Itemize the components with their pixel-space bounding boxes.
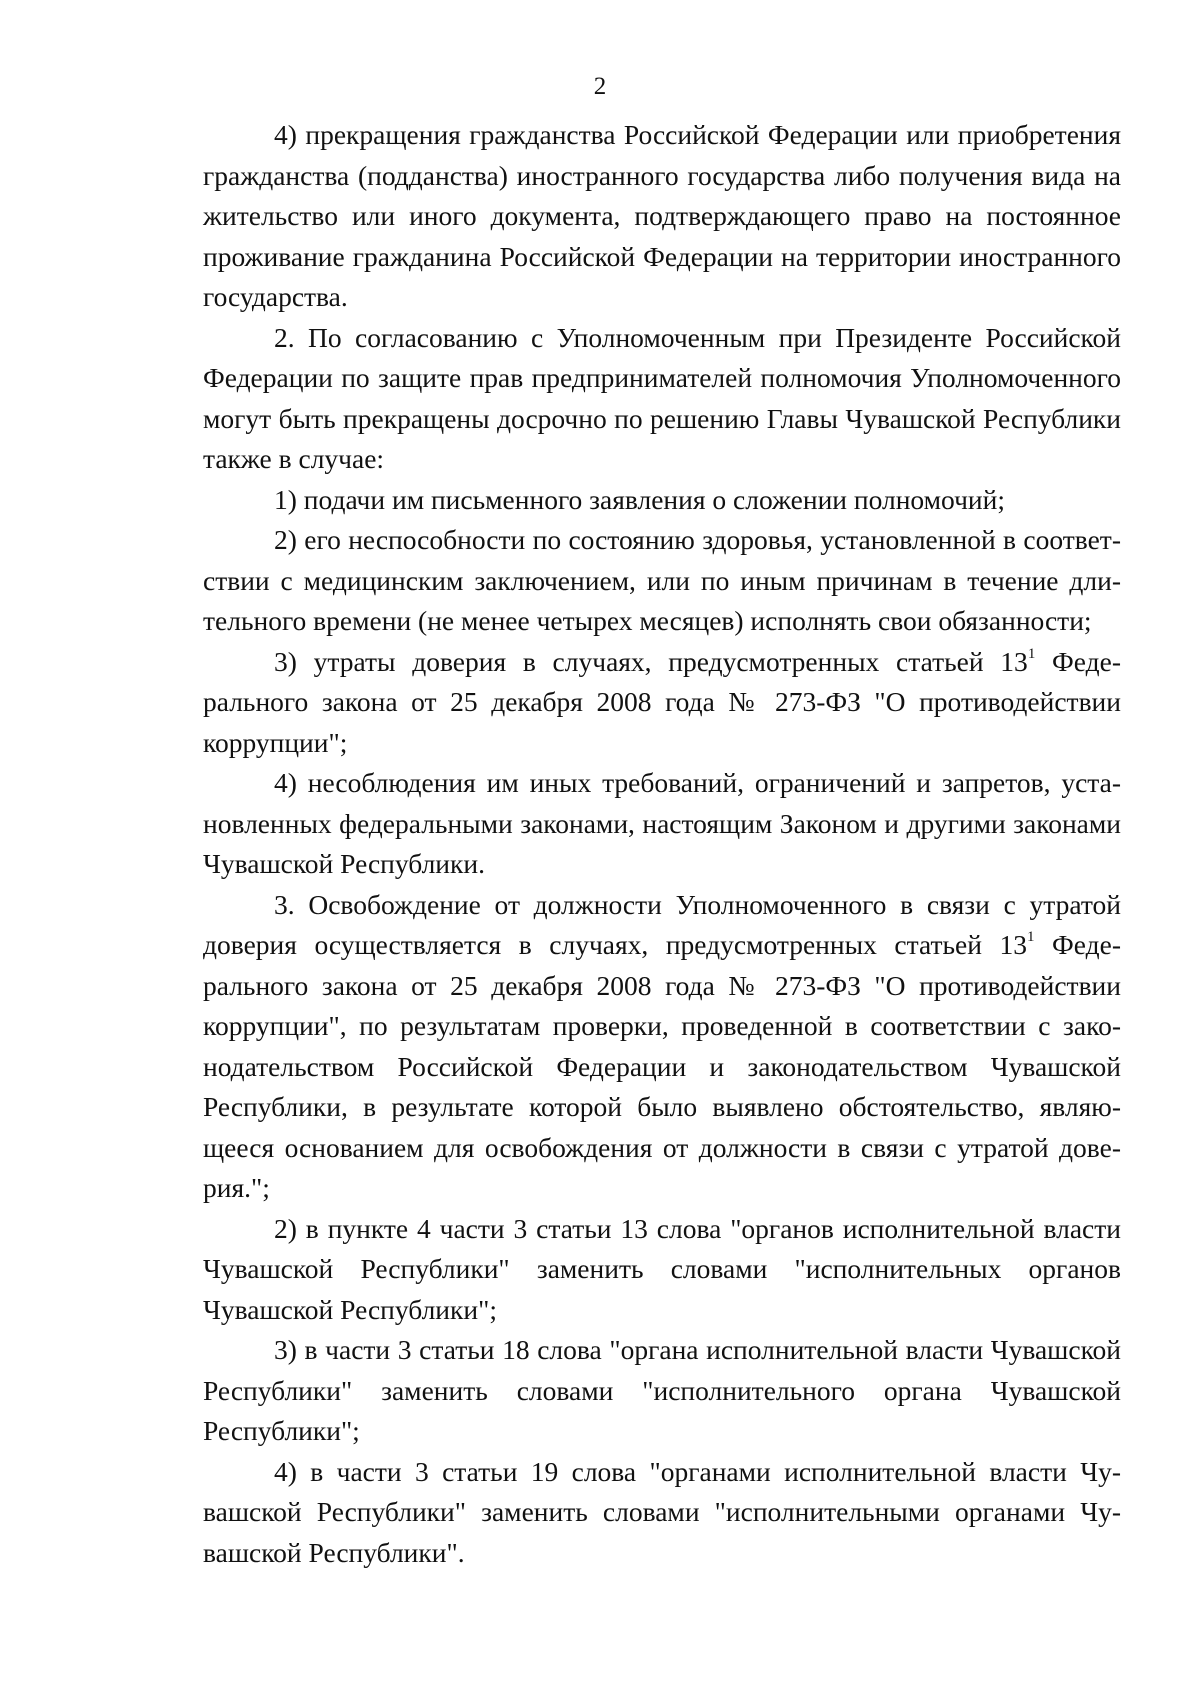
paragraph-dismissal-superscript: 1 xyxy=(1027,929,1035,945)
paragraph-loss-of-trust xyxy=(203,642,1121,764)
paragraph-loss-of-trust-text-before: 3) утраты доверия в случаях, предусмотренных статьей 13 xyxy=(274,645,1028,677)
paragraph-written-statement: 1) подачи им письменного заявления о сложении полномочий; xyxy=(274,483,1005,515)
paragraph-agreement-with-ombudsman: 2. По согласованию с Уполномоченным при Президенте Российской Федерации по защите прав предпринимателей полномочия Уполномоченного могут быть прекращены досрочно по решению Главы Чувашской Республики также в случае: xyxy=(203,321,1121,474)
paragraph-termination-citizenship: 4) прекращения гражданства Российской Федерации или приобретения гражданства (подданства) иностранного государства либо получения вида на жительство или иного документа, подтверждающего право на постоянное проживание гражданина Российской Федерации на территории иностранного государства. xyxy=(203,119,1121,312)
paragraph-non-compliance: 4) несоблюдения им иных требований, ограничений и запретов, установленных федеральными законами, настоящим Законом и другими законами Чувашской Республики. xyxy=(203,767,1121,879)
paragraph-dismissal-loss-of-trust xyxy=(203,885,1121,1209)
paragraph-loss-of-trust-superscript: 1 xyxy=(1027,645,1036,662)
paragraph-amend-article-19: 4) в части 3 статьи 19 слова "органами исполнительной власти Чувашской Республики" заменить словами "исполнительными органами Чувашской Республики". xyxy=(203,1455,1121,1568)
paragraph-amend-article-13: 2) в пункте 4 части 3 статьи 13 слова "органов исполнительной власти Чувашской Республики" заменить словами "исполнительных органов Чувашской Республики"; xyxy=(203,1212,1121,1325)
paragraph-loss-of-trust-text-after: Федерального закона от 25 декабря 2008 года № 273-ФЗ "О противодействии коррупции"; xyxy=(203,645,1121,758)
paragraph-dismissal-text-after: Федерального закона от 25 декабря 2008 года № 273-ФЗ "О противодействии коррупции", по результатам проверки, проведенной в соответствии с законодательством Российской Федерации и законодательством Чувашской Республики, в результате которой было выявлено обстоятельство, являющееся основанием для освобождения от должности в связи с утратой доверия."; xyxy=(203,929,1121,1203)
paragraph-incapacity: 2) его неспособности по состоянию здоровья, установленной в соответствии с медицинским заключением, или по иным причинам в течение длительного времени (не менее четырех месяцев) исполнять свои обязанности; xyxy=(203,524,1121,636)
page-number: 2 xyxy=(593,73,607,100)
document-body xyxy=(203,115,1121,1573)
paragraph-amend-article-18: 3) в части 3 статьи 18 слова "органа исполнительной власти Чувашской Республики" заменить словами "исполнительного органа Чувашской Республики"; xyxy=(203,1334,1121,1446)
paragraph-dismissal-text-before: 3. Освобождение от должности Уполномоченного в связи с утратой доверия осуществляется в случаях, предусмотренных статьей 13 xyxy=(203,888,1121,960)
